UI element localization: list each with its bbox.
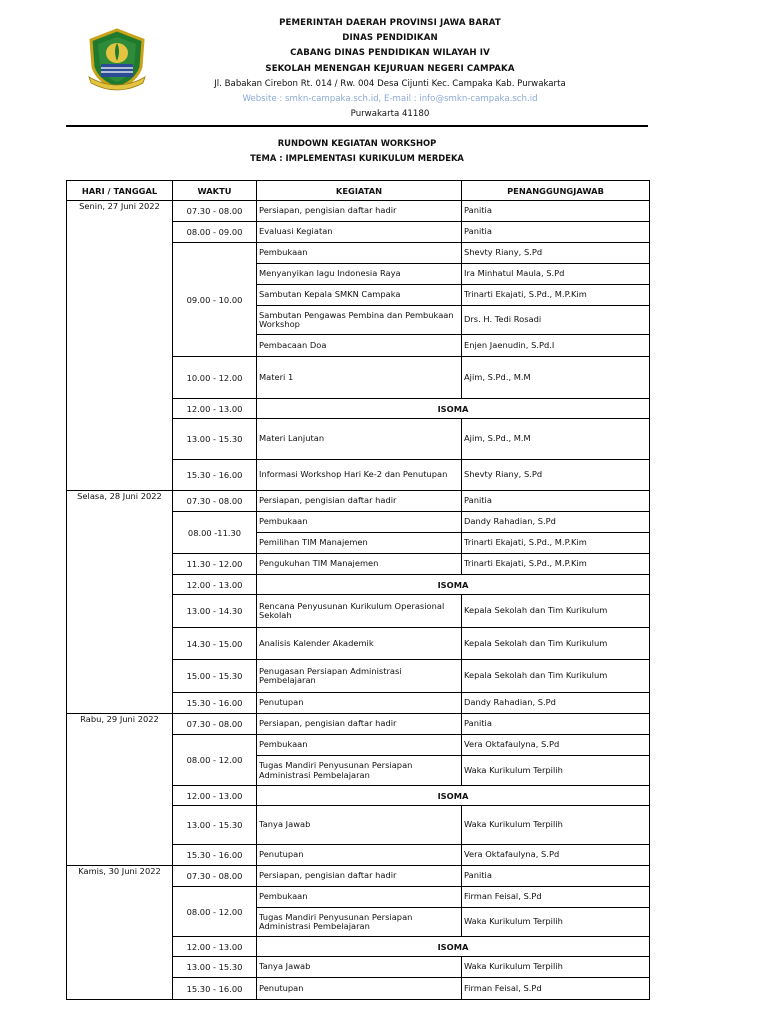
pic-cell: Drs. H. Tedi Rosadi bbox=[462, 306, 650, 335]
activity-cell: Sambutan Kepala SMKN Campaka bbox=[257, 285, 462, 306]
table-row bbox=[67, 714, 650, 735]
time-cell: 08.00 - 12.00 bbox=[173, 735, 257, 786]
day-cell: Kamis, 30 Juni 2022 bbox=[67, 866, 173, 1000]
time-cell: 13.00 - 14.30 bbox=[173, 595, 257, 628]
pic-cell: Panitia bbox=[462, 201, 650, 222]
time-cell: 12.00 - 13.00 bbox=[173, 937, 257, 957]
table-header-row bbox=[67, 181, 650, 201]
time-cell: 08.00 - 09.00 bbox=[173, 222, 257, 243]
activity-cell: Penutupan bbox=[257, 845, 462, 866]
pic-cell: Ajim, S.Pd., M.M bbox=[462, 357, 650, 399]
activity-cell: Tugas Mandiri Penyusunan Persiapan Administrasi Pembelajaran bbox=[257, 908, 462, 937]
pic-cell: Panitia bbox=[462, 866, 650, 887]
pic-cell: Vera Oktafaulyna, S.Pd bbox=[462, 845, 650, 866]
isoma-break-cell: ISOMA bbox=[257, 575, 650, 595]
activity-cell: Penutupan bbox=[257, 978, 462, 1000]
pic-cell: Trinarti Ekajati, S.Pd., M.P.Kim bbox=[462, 285, 650, 306]
time-cell: 13.00 - 15.30 bbox=[173, 957, 257, 978]
letterhead-branch: CABANG DINAS PENDIDIKAN WILAYAH IV bbox=[290, 48, 490, 59]
activity-cell: Penutupan bbox=[257, 693, 462, 714]
time-cell: 11.30 - 12.00 bbox=[173, 554, 257, 575]
pic-cell: Firman Feisal, S.Pd bbox=[462, 887, 650, 908]
activity-cell: Tugas Mandiri Penyusunan Persiapan Administrasi Pembelajaran bbox=[257, 756, 462, 786]
pic-cell: Kepala Sekolah dan Tim Kurikulum bbox=[462, 660, 650, 693]
day-cell: Selasa, 28 Juni 2022 bbox=[67, 491, 173, 714]
pic-cell: Waka Kurikulum Terpilih bbox=[462, 908, 650, 937]
title-rundown: RUNDOWN KEGIATAN WORKSHOP bbox=[277, 138, 437, 148]
pic-cell: Panitia bbox=[462, 491, 650, 512]
letterhead-city: Purwakarta 41180 bbox=[350, 108, 430, 119]
activity-cell: Informasi Workshop Hari Ke-2 dan Penutupan bbox=[257, 460, 462, 491]
day-cell: Senin, 27 Juni 2022 bbox=[67, 201, 173, 491]
letterhead-office: DINAS PENDIDIKAN bbox=[342, 33, 438, 44]
pic-cell: Trinarti Ekajati, S.Pd., M.P.Kim bbox=[462, 533, 650, 554]
activity-cell: Sambutan Pengawas Pembina dan Pembukaan Workshop bbox=[257, 306, 462, 335]
time-cell: 09.00 - 10.00 bbox=[173, 243, 257, 357]
column-header-day: HARI / TANGGAL bbox=[67, 181, 173, 201]
schedule-table bbox=[66, 180, 650, 1000]
time-cell: 07.30 - 08.00 bbox=[173, 201, 257, 222]
activity-cell: Rencana Penyusunan Kurikulum Operasional Sekolah bbox=[257, 595, 462, 628]
isoma-break-cell: ISOMA bbox=[257, 937, 650, 957]
time-cell: 12.00 - 13.00 bbox=[173, 399, 257, 419]
pic-cell: Ira Minhatul Maula, S.Pd bbox=[462, 264, 650, 285]
activity-cell: Penugasan Persiapan Administrasi Pembelajaran bbox=[257, 660, 462, 693]
activity-cell: Menyanyikan lagu Indonesia Raya bbox=[257, 264, 462, 285]
pic-cell: Firman Feisal, S.Pd bbox=[462, 978, 650, 1000]
pic-cell: Vera Oktafaulyna, S.Pd bbox=[462, 735, 650, 756]
letterhead-government: PEMERINTAH DAERAH PROVINSI JAWA BARAT bbox=[279, 18, 501, 28]
activity-cell: Materi 1 bbox=[257, 357, 462, 399]
pic-cell: Kepala Sekolah dan Tim Kurikulum bbox=[462, 595, 650, 628]
time-cell: 08.00 -11.30 bbox=[173, 512, 257, 554]
time-cell: 15.00 - 15.30 bbox=[173, 660, 257, 693]
pic-cell: Ajim, S.Pd., M.M bbox=[462, 419, 650, 460]
time-cell: 07.30 - 08.00 bbox=[173, 866, 257, 887]
time-cell: 14.30 - 15.00 bbox=[173, 628, 257, 660]
pic-cell: Dandy Rahadian, S.Pd bbox=[462, 512, 650, 533]
table-row bbox=[67, 866, 650, 887]
activity-cell: Analisis Kalender Akademik bbox=[257, 628, 462, 660]
pic-cell: Kepala Sekolah dan Tim Kurikulum bbox=[462, 628, 650, 660]
header-divider bbox=[66, 125, 648, 127]
jawa-barat-emblem-logo bbox=[86, 27, 148, 91]
activity-cell: Pembukaan bbox=[257, 735, 462, 756]
time-cell: 15.30 - 16.00 bbox=[173, 693, 257, 714]
isoma-break-cell: ISOMA bbox=[257, 786, 650, 806]
time-cell: 07.30 - 08.00 bbox=[173, 714, 257, 735]
letterhead bbox=[140, 16, 640, 122]
activity-cell: Materi Lanjutan bbox=[257, 419, 462, 460]
table-row bbox=[67, 491, 650, 512]
time-cell: 08.00 - 12.00 bbox=[173, 887, 257, 937]
column-header-activity: KEGIATAN bbox=[257, 181, 462, 201]
time-cell: 12.00 - 13.00 bbox=[173, 786, 257, 806]
pic-cell: Panitia bbox=[462, 714, 650, 735]
time-cell: 07.30 - 08.00 bbox=[173, 491, 257, 512]
pic-cell: Enjen Jaenudin, S.Pd.I bbox=[462, 335, 650, 357]
activity-cell: Pembacaan Doa bbox=[257, 335, 462, 357]
activity-cell: Pemilihan TIM Manajemen bbox=[257, 533, 462, 554]
table-row bbox=[67, 201, 650, 222]
time-cell: 10.00 - 12.00 bbox=[173, 357, 257, 399]
pic-cell: Waka Kurikulum Terpilih bbox=[462, 806, 650, 845]
isoma-break-cell: ISOMA bbox=[257, 399, 650, 419]
time-cell: 15.30 - 16.00 bbox=[173, 978, 257, 1000]
day-cell: Rabu, 29 Juni 2022 bbox=[67, 714, 173, 866]
activity-cell: Persiapan, pengisian daftar hadir bbox=[257, 866, 462, 887]
pic-cell: Panitia bbox=[462, 222, 650, 243]
activity-cell: Persiapan, pengisian daftar hadir bbox=[257, 491, 462, 512]
document-title bbox=[66, 136, 648, 166]
pic-cell: Shevty Riany, S.Pd bbox=[462, 460, 650, 491]
activity-cell: Pembukaan bbox=[257, 887, 462, 908]
activity-cell: Tanya Jawab bbox=[257, 806, 462, 845]
activity-cell: Tanya Jawab bbox=[257, 957, 462, 978]
time-cell: 12.00 - 13.00 bbox=[173, 575, 257, 595]
letterhead-school: SEKOLAH MENENGAH KEJURUAN NEGERI CAMPAKA bbox=[265, 63, 515, 74]
column-header-pic: PENANGGUNGJAWAB bbox=[462, 181, 650, 201]
letterhead-address: Jl. Babakan Cirebon Rt. 014 / Rw. 004 Desa Cijunti Kec. Campaka Kab. Purwakarta bbox=[214, 78, 566, 89]
pic-cell: Shevty Riany, S.Pd bbox=[462, 243, 650, 264]
activity-cell: Pembukaan bbox=[257, 512, 462, 533]
time-cell: 13.00 - 15.30 bbox=[173, 806, 257, 845]
pic-cell: Waka Kurikulum Terpilih bbox=[462, 957, 650, 978]
column-header-time: WAKTU bbox=[173, 181, 257, 201]
activity-cell: Persiapan, pengisian daftar hadir bbox=[257, 201, 462, 222]
pic-cell: Trinarti Ekajati, S.Pd., M.P.Kim bbox=[462, 554, 650, 575]
title-theme: TEMA : IMPLEMENTASI KURIKULUM MERDEKA bbox=[250, 153, 464, 163]
activity-cell: Persiapan, pengisian daftar hadir bbox=[257, 714, 462, 735]
activity-cell: Evaluasi Kegiatan bbox=[257, 222, 462, 243]
time-cell: 13.00 - 15.30 bbox=[173, 419, 257, 460]
activity-cell: Pengukuhan TIM Manajemen bbox=[257, 554, 462, 575]
time-cell: 15.30 - 16.00 bbox=[173, 460, 257, 491]
pic-cell: Dandy Rahadian, S.Pd bbox=[462, 693, 650, 714]
pic-cell: Waka Kurikulum Terpilih bbox=[462, 756, 650, 786]
letterhead-website: Website : smkn-campaka.sch.id, E-mail : info@smkn-campaka.sch.id bbox=[242, 94, 538, 105]
time-cell: 15.30 - 16.00 bbox=[173, 845, 257, 866]
activity-cell: Pembukaan bbox=[257, 243, 462, 264]
